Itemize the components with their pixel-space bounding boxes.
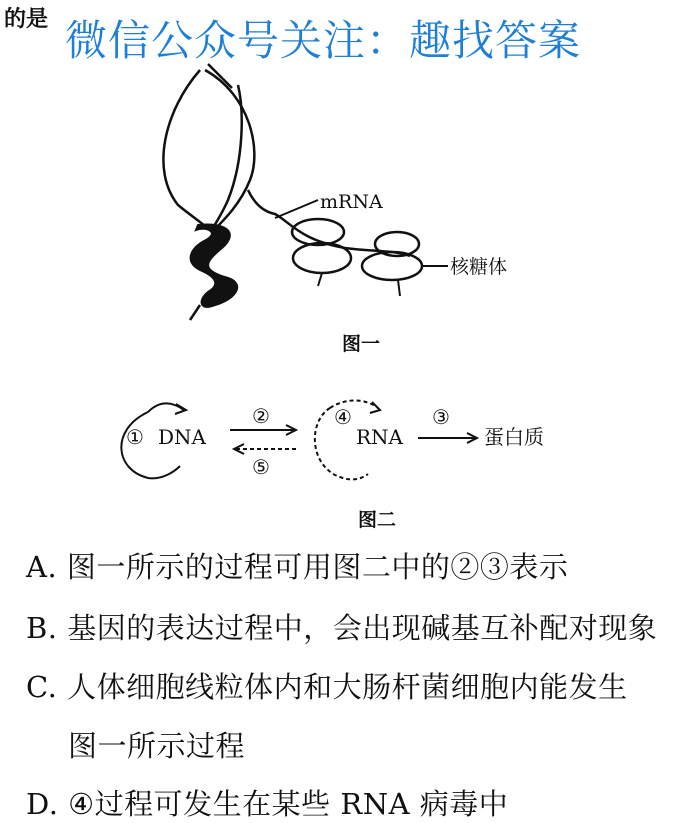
dna-helix-tail: [190, 305, 200, 320]
step-3-label: ③: [432, 405, 450, 429]
figure1-caption: 图一: [342, 333, 381, 355]
step-1-label: ①: [126, 425, 144, 449]
node-rna: RNA: [356, 425, 404, 449]
peptide-chain-2: [398, 280, 400, 296]
node-protein: 蛋白质: [484, 425, 544, 449]
mrna-label-leader: [275, 200, 318, 218]
question-stem-fragment: 的是: [4, 6, 49, 32]
label-ribosome: 核糖体: [450, 256, 508, 278]
option-a[interactable]: A. 图一所示的过程可用图二中的②③表示: [26, 550, 569, 584]
node-dna: DNA: [158, 425, 206, 449]
dna-double-helix: [191, 224, 238, 306]
option-c-continuation: 图一所示过程: [68, 729, 246, 763]
label-mrna: mRNA: [320, 191, 383, 213]
peptide-chain-1: [318, 273, 322, 286]
ribosome-1-small-subunit: [293, 243, 351, 273]
option-c[interactable]: C. 人体细胞线粒体内和大肠杆菌细胞内能发生: [26, 670, 628, 704]
figure2-caption: 图二: [358, 509, 397, 531]
watermark-text: 微信公众号关注：趣找答案: [65, 16, 582, 65]
dna-top-crossing: [208, 64, 232, 88]
option-d[interactable]: D. ④过程可发生在某些 RNA 病毒中: [26, 787, 509, 821]
step-4-label: ④: [334, 405, 352, 429]
figure1-diagram: [163, 64, 448, 320]
step-5-label: ⑤: [252, 455, 270, 479]
step-2-label: ②: [252, 404, 270, 428]
dna-inner-strand: [212, 85, 242, 230]
option-b[interactable]: B. 基因的表达过程中，会出现碱基互补配对现象: [26, 611, 658, 645]
